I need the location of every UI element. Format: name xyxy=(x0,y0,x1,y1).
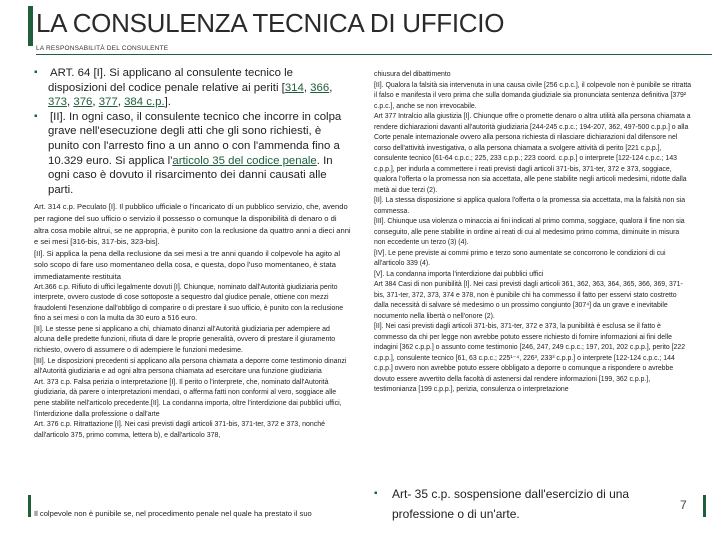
separator: , xyxy=(303,81,311,94)
paragraph: Art. 376 c.p. Ritrattazione [I]. Nei casi previsti dagli articoli 371-bis, 371-ter, 372 e 373, nonché dall'articolo 375, primo comma, lettera b), e dall'articolo 378, xyxy=(34,421,326,439)
link-384[interactable]: 384 c.p. xyxy=(124,96,165,109)
right-column xyxy=(374,70,692,396)
separator: , xyxy=(117,96,125,109)
paragraph: [II]. Si applica la pena della reclusione da sei mesi a tre anni quando il colpevole ha agito al solo scopo di fare uso momentaneo della cosa, e questa, dopo l'uso momentaneo, è stata immediatamente restituita xyxy=(34,248,341,281)
slide-title: LA CONSULENZA TECNICA DI UFFICIO xyxy=(36,8,505,38)
bullet-text xyxy=(48,67,332,108)
bullet-marker-icon: ▪ xyxy=(374,488,378,499)
link-366[interactable]: 366 xyxy=(310,81,330,94)
title-divider xyxy=(36,54,712,55)
link-314[interactable]: 314 xyxy=(284,81,304,94)
separator: , xyxy=(329,81,333,94)
title-accent-bar xyxy=(28,6,33,46)
paragraph: [II]. Nei casi previsti dagli articoli 371-bis, 371-ter, 372 e 373, la punibilità è esclusa se il fatto è commesso da chi per legge non avrebbe potuto essere richiesto di fornire informazioni ai fini delle indagini [362 c.p.p.] o assunto come testimonio [246, 247, 249 c.p.c.; 197, 201, 202 c.p.p.], perito [222 c.p.p.], consulente tecnico [61, 63 c.p.c.; 225¹⁻⁴, 226³, 233³ c.p.p.] o interprete [122-124 c.p.c.; 144 c.p.p.] ovvero non avrebbe potuto essere obbligato a deporre o comunque a rispondere o avrebbe dovuto essere avvertito della facoltà di astenersi dal rendere informazioni [199, 362 c.p.p.], testimonianza [199 c.p.p.], perizia, consulenza o interpretazione xyxy=(374,323,686,393)
right-body-text xyxy=(374,70,692,396)
link-376[interactable]: 376 xyxy=(73,96,93,109)
paragraph: Art. 314 c.p. Peculato [I]. Il pubblico ufficiale o l'incaricato di un pubblico servizio, che, avendo per ragione del suo ufficio o servizio il possesso o comunque la disponibilità di denaro o di altra cosa mobile altrui, se ne appropria, è punito con la reclusione da quattro anni a dieci anni e sei mesi [316-bis, 317-bis, 323-bis]. xyxy=(34,202,351,247)
bullet-text xyxy=(48,111,341,196)
paragraph: Art. 373 c.p. Falsa perizia o interpretazione [I]. Il perito o l'interprete, che, nominato dall'Autorità giudiziaria, dà parere o interpretazioni mendaci, o afferma fatti non conformi al vero, soggiace alle pene stabilite nell'articolo precedente.[II]. La condanna importa, oltre l'interdizione dai pubblici uffici, l'interdizione dalla professione o dall'arte xyxy=(34,378,342,418)
separator: , xyxy=(67,96,74,109)
bullet-marker-icon: ▪ xyxy=(34,110,38,122)
bullet-text-part: ]. xyxy=(164,96,171,109)
left-column xyxy=(34,66,352,441)
paragraph: Art.366 c.p. Rifiuto di uffici legalmente dovuti [I]. Chiunque, nominato dall'Autorità giudiziaria perito interprete, ovvero custode di cose sottoposte a sequestro dal giudice penale, ottiene con mezzi fraudolenti l'esenzione dall'obbligo di comparire o di prestare il suo ufficio, è punito con la reclusione fino a sei mesi o con la multa da 30 euro a 516 euro. xyxy=(34,283,344,323)
bullet-colpa-grave xyxy=(34,110,352,198)
link-articolo-35[interactable]: articolo 35 del codice penale xyxy=(172,154,317,167)
paragraph: Art 377 Intralcio alla giustizia [I]. Chiunque offre o promette denaro o altra utilità alla persona chiamata a rendere dichiarazioni davanti all'autorità giudiziaria [244-245 c.p.c.; 194-207, 362, 497-500 c.p.p.] o alla Corte penale internazionale ovvero alla persona richiesta di rilasciare dichiarazioni dal difensore nel corso dell'attività investigativa, o alla persona chiamata a svolgere attività di perito [221 c.p.p.], consulente tecnico [61-64 c.p.c.; 225, 233 c.p.p.; 223 coord. c.p.p.] o interprete [122-124 c.p.c.; 143 c.p.p.], per indurla a commettere i reati previsti dagli articoli 371-bis, 371-ter, 372 e 373, soggiace, qualora l'offerta o la promessa non sia accettata, alle pene stabilite negli articoli medesimi, ridotte dalla metà ai due terzi (2). xyxy=(374,113,691,194)
bullet-art-35 xyxy=(374,484,692,524)
bullet-text-part: [II]. In ogni caso, il consulente tecnico che incorre in colpa grave nell'esecuzione degli atti che gli sono richiesti, è punito con l'arresto fino a un anno o con l'ammenda fino a 10.329 euro. Si applica l' xyxy=(48,110,342,167)
paragraph: [II]. Le stesse pene si applicano a chi, chiamato dinanzi all'Autorità giudiziaria per adempiere ad alcuna delle predette funzioni, rifiuta di dare le proprie generalità, ovvero di prestare il giuramento richiesto, ovvero di assumere o di adempiere le funzioni medesime. xyxy=(34,325,336,355)
link-377[interactable]: 377 xyxy=(98,96,118,109)
footer-note: Il colpevole non è punibile se, nel procedimento penale nel quale ha prestato il suo xyxy=(34,509,312,518)
bullet-marker-icon: ▪ xyxy=(34,67,38,78)
page-number: 7 xyxy=(680,498,687,512)
paragraph: chiusura del dibattimento xyxy=(374,71,451,78)
footer-left-marker xyxy=(28,495,31,517)
paragraph: [III]. Le disposizioni precedenti si applicano alla persona chiamata a deporre come testimonio dinanzi all'Autorità giudiziaria e ad ogni altra persona chiamata ad esercitare una funzione giudiziaria xyxy=(34,357,347,376)
bullet-text-part: ART. 64 [I]. Si applicano al consulente tecnico le disposizioni del codice penale relative ai periti [ xyxy=(48,67,293,94)
slide-subtitle: LA RESPONSABILITÀ DEL CONSULENTE xyxy=(36,45,169,52)
left-body-text xyxy=(34,201,352,441)
paragraph: [V]. La condanna importa l'interdizione dai pubblici uffici xyxy=(374,270,544,278)
paragraph: [IV]. Le pene previste ai commi primo e terzo sono aumentate se concorrono le condizioni di cui all'articolo 339 (4). xyxy=(374,249,666,267)
paragraph: [II]. Qualora la falsità sia intervenuta in una causa civile [256 c.p.c.], il colpevole non è punibile se ritratta il falso e manifesta il vero prima che sulla domanda giudiziale sia pronunciata sentenza definitiva [379² c.p.c.], anche se non irrevocabile. xyxy=(374,81,692,110)
bullet-art-64 xyxy=(34,66,352,110)
bullet-text: Art- 35 c.p. sospensione dall'esercizio di una professione o di un'arte. xyxy=(392,487,630,521)
link-373[interactable]: 373 xyxy=(48,96,68,109)
separator: , xyxy=(92,96,99,109)
footer-right-marker xyxy=(703,495,706,517)
bullet-text-part: . In ogni caso è dovuto il risarcimento dei danni causati alle parti. xyxy=(48,154,333,196)
paragraph: Art 384 Casi di non punibilità [I]. Nei casi previsti dagli articoli 361, 362, 363, 364, 365, 366, 369, 371-bis, 371-ter, 372, 373, 374 e 378, non è punibile chi ha commesso il fatto per esservi stato costretto dalla necessità di salvare sé medesimo o un prossimo congiunto [307⁴] da un grave e inevitabile nocumento nella libertà o nell'onore (2). xyxy=(374,281,683,320)
paragraph: [II]. La stessa disposizione si applica qualora l'offerta o la promessa sia accettata, ma la falsità non sia commessa. xyxy=(374,197,686,215)
paragraph: [III]. Chiunque usa violenza o minaccia ai fini indicati al primo comma, soggiace, qualora il fine non sia conseguito, alle pene stabilite in ordine ai reati di cui al medesimo primo comma, diminuite in misura non eccedente un terzo (3) (4). xyxy=(374,218,685,246)
